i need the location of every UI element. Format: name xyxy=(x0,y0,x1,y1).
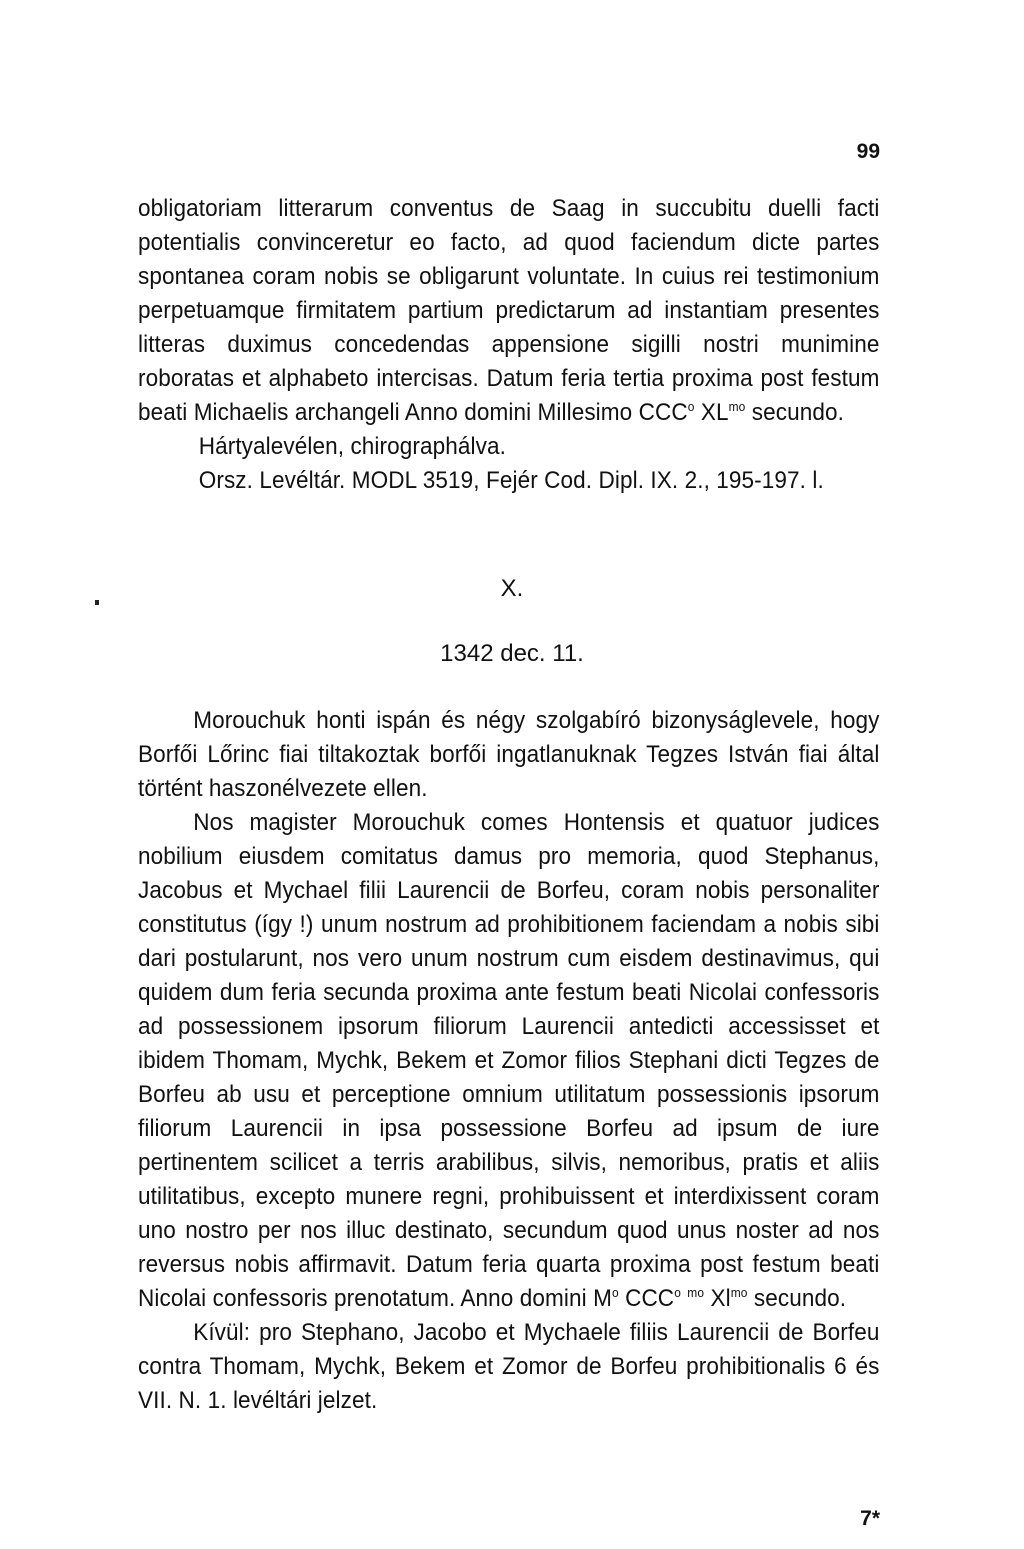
document-main-text xyxy=(138,806,880,1316)
main-text: Nos magister Morouchuk comes Hontensis et quatuor judices nobilium eiusdem comitatus damus pro memoria, quod Stephanus, Jacobus et Mychael filii Laurencii de Borfeu, coram nobis personaliter constitutus (így !) unum nostrum ad prohibitionem faciendam a nobis sibi dari postularunt, nos vero unum nostrum cum eisdem destinavimus, qui quidem dum feria secunda proxima ante festum beati Nicolai confessoris ad possessionem ipsorum filiorum Laurencii antedicti accessisset et ibidem Thomam, Mychk, Bekem et Zomor filios Stephani dicti Tegzes de Borfeu ab usu et perceptione omnium utilitatum possessionis ipsorum filiorum Laurencii in ipsa possessione Borfeu ad ipsum de iure pertinentem scilicet a terris arabilibus, silvis, nemoribus, pratis et aliis utilitatibus, excepto munere regni, prohibuissent et interdixissent coram uno nostro per nos illuc destinato, secundum quod unus noster ad nos reversus nobis affirmavit. Datum feria quarta proxima post festum beati Nicolai confessoris prenotatum. Anno domini M xyxy=(138,809,880,1312)
date-superscript: mo xyxy=(687,1285,705,1300)
date-superscript: o xyxy=(674,1285,681,1300)
previous-document-paragraph xyxy=(138,192,880,430)
date-superscript: o xyxy=(687,399,695,414)
endorsement-note xyxy=(138,1316,880,1418)
archival-note-reference: Orsz. Levéltár. MODL 3519, Fejér Cod. Dipl. IX. 2., 195-197. l. xyxy=(198,467,824,494)
page-number: 99 xyxy=(856,140,880,163)
previous-document-text: obligatoriam litterarum conventus de Saag in succubitu duelli facti potentialis convinceretur eo facto, ad quod faciendum dicte partes spontanea coram nobis se obligarunt voluntate. In cuius rei testimonium perpetuamque firmitatem partium predictarum ad instantiam presentes litteras duximus concedendas appensione sigilli nostri munimine roboratas et alphabeto intercisas. Datum feria tertia proxima post festum beati Michaelis archangeli Anno domini Millesimo CCC xyxy=(138,195,880,426)
sheet-signature-mark: 7* xyxy=(860,1507,880,1530)
previous-document-ending xyxy=(138,192,880,498)
date-text: secundo. xyxy=(747,1285,847,1312)
endorsement-label: Kívül: xyxy=(193,1319,251,1346)
date-text: XL xyxy=(694,399,729,426)
date-text: CCC xyxy=(618,1285,675,1312)
archival-note-material: Hártyalevélen, chirographálva. xyxy=(198,433,506,460)
date-superscript: mo xyxy=(728,399,746,414)
document-date: 1342 dec. 11. xyxy=(440,640,584,667)
date-superscript: o xyxy=(611,1285,619,1300)
document-summary: Morouchuk honti ispán és négy szolgabíró bizonyságlevele, hogy Borfői Lőrinc fiai tiltakoztak borfői ingatlanuknak Tegzes István fiai által történt haszonélvezete ellen. xyxy=(138,707,880,802)
date-text: secundo. xyxy=(745,399,844,426)
endorsement-text: pro Stephano, Jacobo et Mychaele filiis Laurencii de Borfeu contra Thomam, Mychk, Bekem et Zomor de Borfeu prohibitionalis 6 és VII. N. 1. levéltári jelzet. xyxy=(138,1319,880,1414)
document-number: X. xyxy=(500,575,524,602)
date-text: Xl xyxy=(704,1285,731,1312)
date-superscript: mo xyxy=(730,1285,748,1300)
document-body xyxy=(138,704,880,1418)
